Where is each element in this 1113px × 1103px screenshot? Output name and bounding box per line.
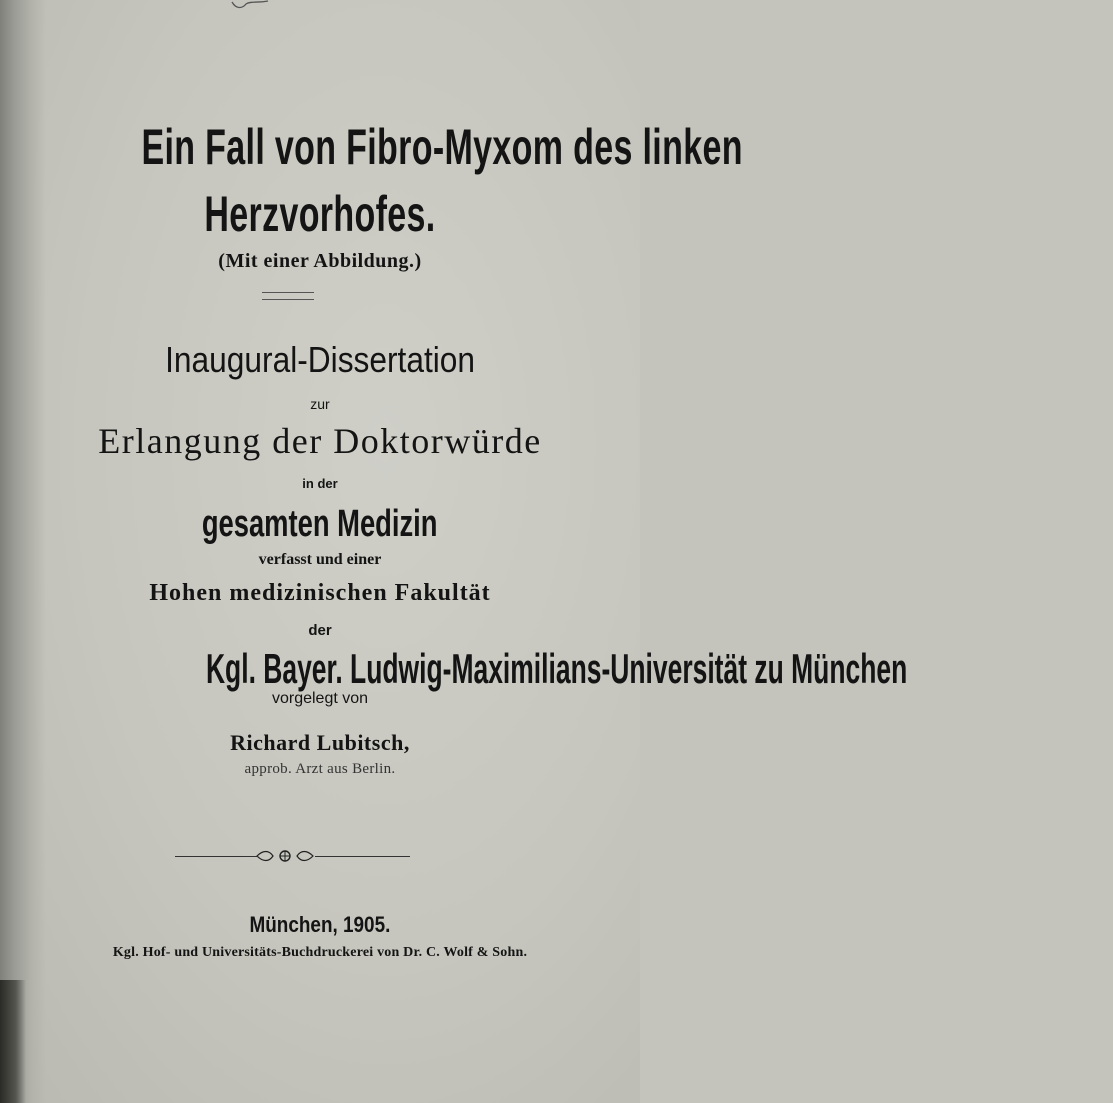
author-name: Richard Lubitsch, [230, 730, 410, 755]
divider-rule [262, 292, 314, 300]
place-year: München, 1905. [249, 912, 391, 937]
gesamten-medizin: gesamten Medizin [202, 503, 438, 545]
der-text: der [308, 622, 332, 639]
printer-line: Kgl. Hof- und Universitäts-Buchdruckerei von Dr. C. Wolf & Sohn. [112, 945, 528, 960]
ornament-rule-right [315, 856, 410, 857]
ornament-flourish-icon [255, 847, 315, 865]
title-line-2: Herzvorhofes. [204, 186, 436, 242]
erlangung-heading: Erlangung der Doktorwürde [98, 421, 542, 461]
university-heading: Kgl. Bayer. Ludwig-Maximilians-Universität zu München [205, 645, 908, 692]
book-spine-dark-edge [0, 980, 26, 1103]
in-der-text: in der [302, 476, 338, 491]
pencil-mark [228, 0, 272, 10]
author-title: approb. Arzt aus Berlin. [244, 761, 396, 777]
dissertation-heading: Inaugural-Dissertation [165, 339, 475, 380]
fakultaet-heading: Hohen medizinischen Fakultät [149, 580, 491, 606]
zur-text: zur [310, 396, 330, 412]
subtitle: (Mit einer Abbildung.) [218, 250, 422, 272]
vorgelegt-text: vorgelegt von [271, 690, 369, 707]
ornament-rule-left [175, 856, 257, 857]
title-line-1: Ein Fall von Fibro-Myxom des linken [141, 119, 743, 175]
verfasst-text: verfasst und einer [258, 551, 382, 568]
